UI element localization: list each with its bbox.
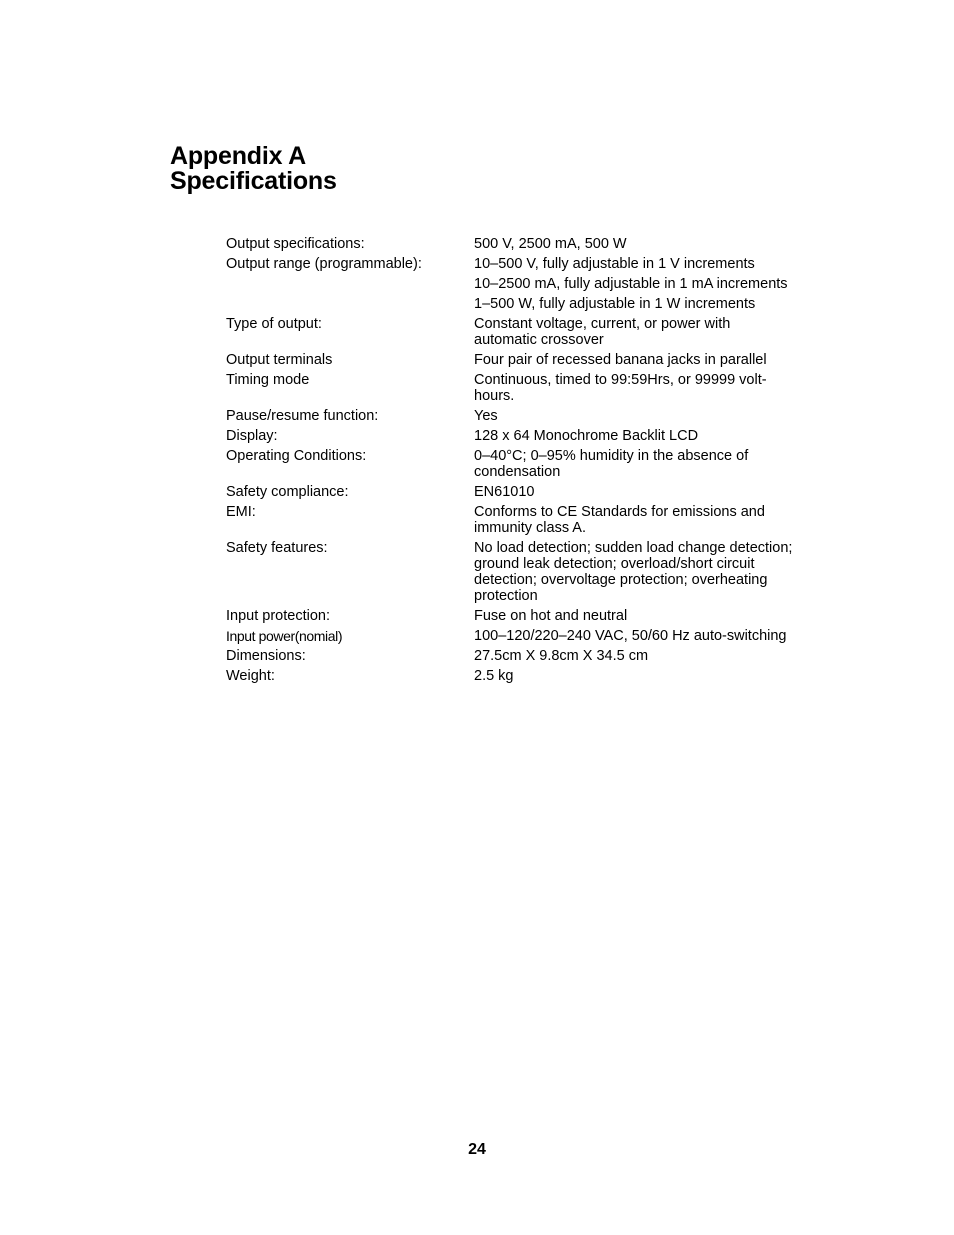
spec-row	[226, 408, 796, 424]
spec-value: Conforms to CE Standards for emissions and immunity class A.	[474, 504, 765, 536]
spec-row	[226, 484, 796, 500]
spec-row	[226, 608, 796, 624]
spec-label: Weight:	[226, 668, 275, 684]
spec-values	[474, 448, 796, 480]
spec-row	[226, 372, 796, 404]
spec-values	[474, 408, 796, 424]
spec-value: EN61010	[474, 484, 535, 500]
spec-label: Timing mode	[226, 372, 310, 388]
spec-values	[474, 504, 796, 536]
spec-value: 500 V, 2500 mA, 500 W	[474, 236, 627, 252]
spec-row	[226, 256, 796, 312]
spec-values	[474, 484, 796, 500]
spec-value: Yes	[474, 408, 498, 424]
spec-value: 2.5 kg	[474, 668, 514, 684]
spec-label: EMI:	[226, 504, 256, 520]
spec-values	[474, 540, 796, 604]
spec-row	[226, 668, 796, 684]
page-title	[170, 144, 337, 194]
spec-label: Safety features:	[226, 540, 328, 556]
spec-row	[226, 648, 796, 664]
spec-value: 1–500 W, fully adjustable in 1 W increments	[474, 296, 756, 312]
spec-values	[474, 608, 796, 624]
spec-label: Display:	[226, 428, 278, 444]
spec-row	[226, 316, 796, 348]
spec-values	[474, 372, 796, 404]
spec-values	[474, 236, 796, 252]
spec-row	[226, 540, 796, 604]
spec-values	[474, 316, 796, 348]
page-title-line-1: Appendix A	[170, 142, 306, 170]
spec-row	[226, 504, 796, 536]
page-number: 24	[468, 1141, 486, 1158]
spec-row	[226, 448, 796, 480]
spec-values	[474, 628, 796, 644]
spec-value: Fuse on hot and neutral	[474, 608, 628, 624]
spec-value: No load detection; sudden load change detection; ground leak detection; overload/short circuit detection; overvoltage protection; overheating protection	[474, 540, 793, 604]
spec-label: Type of output:	[226, 316, 322, 332]
page-title-line-2: Specifications	[170, 167, 337, 195]
spec-row	[226, 628, 796, 644]
spec-value: Constant voltage, current, or power with automatic crossover	[474, 316, 731, 348]
spec-label: Input protection:	[226, 608, 330, 624]
specifications-table	[226, 236, 796, 688]
spec-label: Dimensions:	[226, 648, 306, 664]
spec-label: Operating Conditions:	[226, 448, 367, 464]
spec-row	[226, 236, 796, 252]
spec-value: Continuous, timed to 99:59Hrs, or 99999 volt-hours.	[474, 372, 767, 404]
spec-values	[474, 256, 796, 312]
spec-label: Output range (programmable):	[226, 256, 422, 272]
spec-value: Four pair of recessed banana jacks in parallel	[474, 352, 767, 368]
spec-label: Output specifications:	[226, 236, 365, 252]
spec-values	[474, 668, 796, 684]
spec-label: Safety compliance:	[226, 484, 349, 500]
spec-values	[474, 428, 796, 444]
spec-values	[474, 352, 796, 368]
spec-values	[474, 648, 796, 664]
spec-row	[226, 352, 796, 368]
spec-row	[226, 428, 796, 444]
spec-value: 27.5cm X 9.8cm X 34.5 cm	[474, 648, 649, 664]
spec-value: 10–2500 mA, fully adjustable in 1 mA increments	[474, 276, 788, 292]
spec-label: Pause/resume function:	[226, 408, 379, 424]
spec-label: Input power(nomial)	[226, 628, 343, 644]
spec-value: 0–40°C; 0–95% humidity in the absence of condensation	[474, 448, 749, 480]
spec-value: 100–120/220–240 VAC, 50/60 Hz auto-switching	[474, 628, 787, 644]
spec-label: Output terminals	[226, 352, 333, 368]
spec-value: 10–500 V, fully adjustable in 1 V increments	[474, 256, 755, 272]
spec-value: 128 x 64 Monochrome Backlit LCD	[474, 428, 699, 444]
